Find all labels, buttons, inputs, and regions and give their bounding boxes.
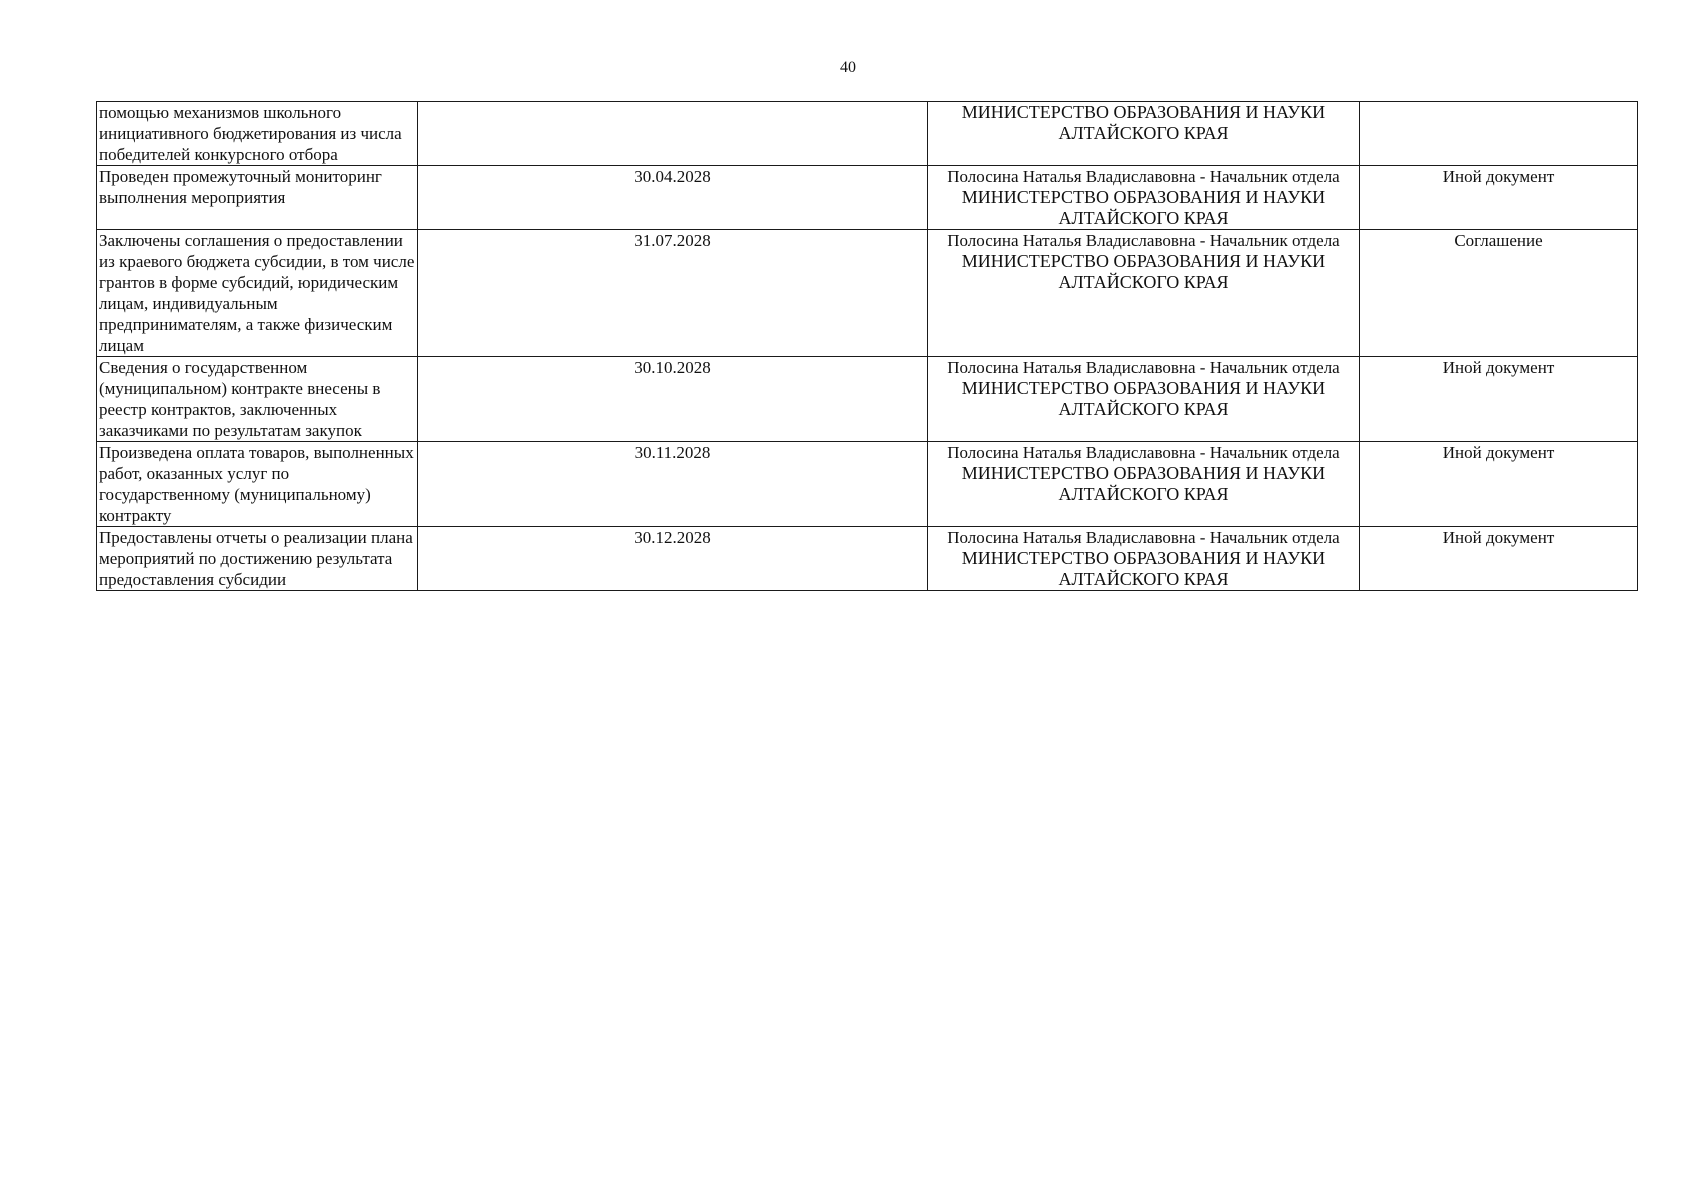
- table-row: [97, 357, 1638, 442]
- event-cell: помощью механизмов школьного инициативного бюджетирования из числа победителей конкурсного отбора: [97, 102, 418, 166]
- responsible-cell: [928, 166, 1360, 230]
- document-cell: [1360, 102, 1638, 166]
- responsible-org: МИНИСТЕРСТВО ОБРАЗОВАНИЯ И НАУКИ АЛТАЙСКОГО КРАЯ: [961, 102, 1326, 143]
- responsible-cell: [928, 230, 1360, 357]
- date-cell: [418, 102, 928, 166]
- document-cell: Иной документ: [1360, 527, 1638, 591]
- responsible-cell: [928, 102, 1360, 166]
- event-cell: Предоставлены отчеты о реализации плана мероприятий по достижению результата предоставления субсидии: [97, 527, 418, 591]
- responsible-cell: [928, 527, 1360, 591]
- responsible-person: Полосина Наталья Владиславовна - Начальник отдела: [947, 167, 1340, 186]
- table-row: [97, 230, 1638, 357]
- table-row: [97, 166, 1638, 230]
- responsible-org: МИНИСТЕРСТВО ОБРАЗОВАНИЯ И НАУКИ АЛТАЙСКОГО КРАЯ: [961, 187, 1326, 228]
- date-cell: 30.12.2028: [418, 527, 928, 591]
- responsible-org: МИНИСТЕРСТВО ОБРАЗОВАНИЯ И НАУКИ АЛТАЙСКОГО КРАЯ: [961, 548, 1326, 589]
- event-cell: Проведен промежуточный мониторинг выполнения мероприятия: [97, 166, 418, 230]
- table-row: [97, 527, 1638, 591]
- page-number: 40: [840, 59, 856, 76]
- document-cell: Соглашение: [1360, 230, 1638, 357]
- responsible-person: Полосина Наталья Владиславовна - Начальник отдела: [947, 358, 1340, 377]
- date-cell: 30.11.2028: [418, 442, 928, 527]
- event-cell: Заключены соглашения о предоставлении из краевого бюджета субсидии, в том числе грантов в форме субсидий, юридическим лицам, индивидуальным предпринимателям, а также физическим лицам: [97, 230, 418, 357]
- document-cell: Иной документ: [1360, 357, 1638, 442]
- document-cell: Иной документ: [1360, 442, 1638, 527]
- responsible-person: Полосина Наталья Владиславовна - Начальник отдела: [947, 231, 1340, 250]
- control-points-table: [96, 101, 1638, 591]
- event-cell: Произведена оплата товаров, выполненных работ, оказанных услуг по государственному (муниципальному) контракту: [97, 442, 418, 527]
- table-row: [97, 102, 1638, 166]
- date-cell: 30.04.2028: [418, 166, 928, 230]
- event-cell: Сведения о государственном (муниципальном) контракте внесены в реестр контрактов, заключенных заказчиками по результатам закупок: [97, 357, 418, 442]
- date-cell: 31.07.2028: [418, 230, 928, 357]
- responsible-cell: [928, 442, 1360, 527]
- responsible-org: МИНИСТЕРСТВО ОБРАЗОВАНИЯ И НАУКИ АЛТАЙСКОГО КРАЯ: [961, 251, 1326, 292]
- responsible-person: Полосина Наталья Владиславовна - Начальник отдела: [947, 443, 1340, 462]
- document-cell: Иной документ: [1360, 166, 1638, 230]
- date-cell: 30.10.2028: [418, 357, 928, 442]
- responsible-org: МИНИСТЕРСТВО ОБРАЗОВАНИЯ И НАУКИ АЛТАЙСКОГО КРАЯ: [961, 463, 1326, 504]
- responsible-person: Полосина Наталья Владиславовна - Начальник отдела: [947, 528, 1340, 547]
- responsible-org: МИНИСТЕРСТВО ОБРАЗОВАНИЯ И НАУКИ АЛТАЙСКОГО КРАЯ: [961, 378, 1326, 419]
- table-row: [97, 442, 1638, 527]
- responsible-cell: [928, 357, 1360, 442]
